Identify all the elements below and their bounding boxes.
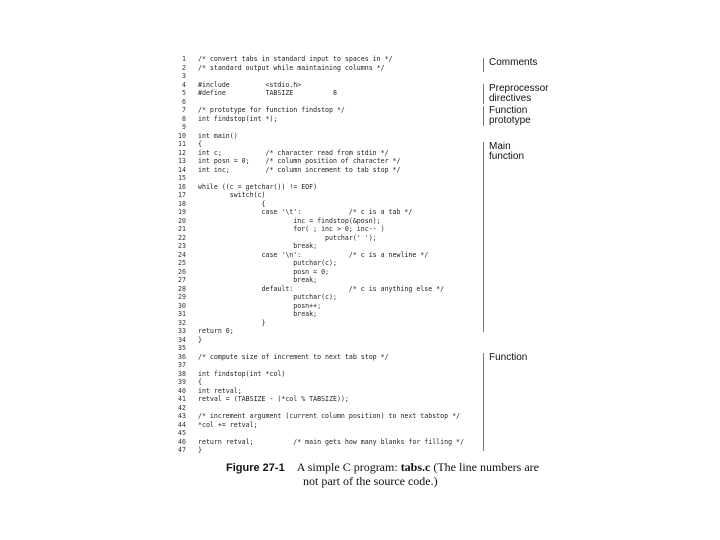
line-number: 13	[178, 157, 186, 165]
code-line	[174, 387, 484, 396]
line-number: 25	[178, 259, 186, 267]
annotation-label: prototype	[489, 115, 531, 126]
code-line	[174, 285, 484, 294]
code-text: posn = 0;	[198, 267, 330, 276]
line-number: 27	[178, 276, 186, 284]
code-line	[174, 183, 484, 192]
annotation-label: function	[489, 151, 525, 162]
line-number: 42	[178, 403, 186, 412]
code-line	[174, 140, 484, 149]
line-number: 47	[178, 446, 186, 454]
code-text: retval = (TABSIZE - (*col % TABSIZE));	[198, 395, 349, 403]
code-line	[174, 166, 484, 175]
code-text: /* standard output while maintaining columns */	[198, 63, 385, 72]
code-text: /* compute size of increment to next tab stop */	[198, 352, 389, 361]
line-number: 9	[182, 123, 186, 131]
line-number: 4	[182, 80, 186, 89]
code-text: {	[198, 199, 266, 208]
code-line	[174, 344, 484, 353]
code-text: switch(c)	[198, 191, 266, 199]
code-line	[174, 174, 484, 183]
line-number: 11	[178, 140, 186, 148]
line-number: 2	[182, 63, 186, 72]
code-line	[174, 64, 484, 73]
code-line	[174, 242, 484, 251]
line-number: 38	[178, 369, 186, 378]
line-number: 28	[178, 284, 186, 293]
line-number: 45	[178, 429, 186, 437]
code-line	[174, 251, 484, 260]
code-text: }	[198, 446, 202, 454]
caption-text-line2: not part of the source code.)	[303, 474, 438, 488]
caption-filename: tabs.c	[400, 460, 431, 474]
code-text: case '\t': /* c is a tab */	[198, 208, 413, 216]
line-number: 8	[182, 114, 186, 123]
line-number: 43	[178, 412, 186, 420]
code-line	[174, 55, 484, 64]
code-text: /* increment argument (current column position) to next tabstop */	[198, 412, 461, 420]
code-text: for( ; inc > 0; inc-- )	[198, 225, 385, 233]
figure-caption	[226, 461, 546, 488]
code-line	[174, 191, 484, 200]
code-text: #include <stdio.h>	[198, 80, 302, 89]
annotation-label: Function	[489, 352, 528, 363]
code-text: /* convert tabs in standard input to spaces in */	[198, 55, 393, 63]
annotation-function	[483, 353, 527, 451]
code-line	[174, 395, 484, 404]
line-number: 46	[178, 437, 186, 446]
line-number: 19	[178, 208, 186, 216]
line-number: 39	[178, 378, 186, 386]
code-line	[174, 225, 484, 234]
annotation-preprocessor	[483, 84, 548, 104]
code-line	[174, 336, 484, 345]
line-number: 35	[178, 344, 186, 352]
code-text: }	[198, 335, 202, 344]
code-line	[174, 412, 484, 421]
code-line	[174, 327, 484, 336]
code-line	[174, 302, 484, 311]
code-text: }	[198, 318, 266, 327]
code-text: {	[198, 378, 202, 386]
code-text: break;	[198, 310, 318, 318]
code-line	[174, 438, 484, 447]
caption-text: A simple C program:	[296, 460, 401, 474]
line-number: 1	[182, 55, 186, 63]
code-text: #define TABSIZE 8	[198, 89, 337, 97]
source-code-listing	[174, 55, 484, 455]
code-text: default: /* c is anything else */	[198, 284, 445, 293]
code-text: int retval;	[198, 386, 242, 395]
code-text: return retval; /* main gets how many blanks for filling */	[198, 437, 464, 446]
code-line	[174, 319, 484, 328]
code-line	[174, 106, 484, 115]
caption-text: (The line numbers are	[430, 460, 539, 474]
code-line	[174, 89, 484, 98]
line-number: 23	[178, 242, 186, 250]
line-number: 12	[178, 148, 186, 157]
line-number: 16	[178, 182, 186, 191]
line-number: 5	[182, 89, 186, 97]
code-text: inc = findstop(&posn);	[198, 216, 381, 225]
code-text: break;	[198, 276, 318, 284]
code-text: putchar(' ');	[198, 233, 377, 242]
code-line	[174, 404, 484, 413]
line-number: 6	[182, 97, 186, 106]
code-text: case '\n': /* c is a newline */	[198, 250, 429, 259]
line-number: 36	[178, 352, 186, 361]
code-text: int c; /* character read from stdin */	[198, 148, 389, 157]
code-text: /* prototype for function findstop */	[198, 106, 345, 114]
line-number: 41	[178, 395, 186, 403]
code-line	[174, 208, 484, 217]
line-number: 10	[178, 131, 186, 140]
code-line	[174, 276, 484, 285]
annotation-comments	[483, 58, 537, 72]
code-line	[174, 429, 484, 438]
annotation-label: directives	[489, 93, 532, 104]
code-text: putchar(c);	[198, 293, 337, 301]
code-line	[174, 293, 484, 302]
line-number: 37	[178, 361, 186, 369]
code-text: int inc; /* column increment to tab stop */	[198, 165, 401, 174]
code-text: posn++;	[198, 301, 322, 310]
code-text: break;	[198, 242, 318, 250]
line-number: 17	[178, 191, 186, 199]
line-number: 31	[178, 310, 186, 318]
annotation-label: Main	[489, 141, 511, 152]
code-line	[174, 72, 484, 81]
code-line	[174, 268, 484, 277]
line-number: 3	[182, 72, 186, 80]
line-number: 7	[182, 106, 186, 114]
line-number: 15	[178, 174, 186, 182]
figure-label: Figure 27-1	[226, 462, 285, 474]
code-line	[174, 234, 484, 243]
line-number: 33	[178, 327, 186, 335]
code-line	[174, 149, 484, 158]
line-number: 18	[178, 199, 186, 208]
code-text: *col += retval;	[198, 420, 258, 429]
code-line	[174, 370, 484, 379]
code-text: return 0;	[198, 327, 234, 335]
annotation-label: Comments	[489, 57, 538, 68]
line-number: 20	[178, 216, 186, 225]
code-text: putchar(c);	[198, 259, 337, 267]
annotation-label: Function	[489, 105, 528, 116]
line-number: 40	[178, 386, 186, 395]
code-text: while ((c = getchar()) != EOF)	[198, 182, 318, 191]
line-number: 22	[178, 233, 186, 242]
line-number: 44	[178, 420, 186, 429]
code-line	[174, 259, 484, 268]
code-line	[174, 361, 484, 370]
line-number: 29	[178, 293, 186, 301]
line-number: 32	[178, 318, 186, 327]
line-number: 21	[178, 225, 186, 233]
code-line	[174, 421, 484, 430]
code-line	[174, 157, 484, 166]
code-text: int posn = 0; /* column position of character */	[198, 157, 401, 165]
code-line	[174, 446, 484, 455]
code-line	[174, 310, 484, 319]
annotation-label: Preprocessor	[489, 83, 549, 94]
code-line	[174, 115, 484, 124]
code-text: int findstop(int *);	[198, 114, 278, 123]
annotation-prototype	[483, 106, 531, 126]
code-text: int main()	[198, 131, 238, 140]
annotation-main-function	[483, 142, 524, 332]
code-line	[174, 98, 484, 107]
code-line	[174, 378, 484, 387]
code-text: {	[198, 140, 202, 148]
line-number: 26	[178, 267, 186, 276]
code-line	[174, 81, 484, 90]
line-number: 14	[178, 165, 186, 174]
code-line	[174, 353, 484, 362]
line-number: 30	[178, 301, 186, 310]
line-number: 24	[178, 250, 186, 259]
code-line	[174, 132, 484, 141]
code-line	[174, 123, 484, 132]
line-number: 34	[178, 335, 186, 344]
code-text: int findstop(int *col)	[198, 369, 286, 378]
code-line	[174, 217, 484, 226]
code-line	[174, 200, 484, 209]
